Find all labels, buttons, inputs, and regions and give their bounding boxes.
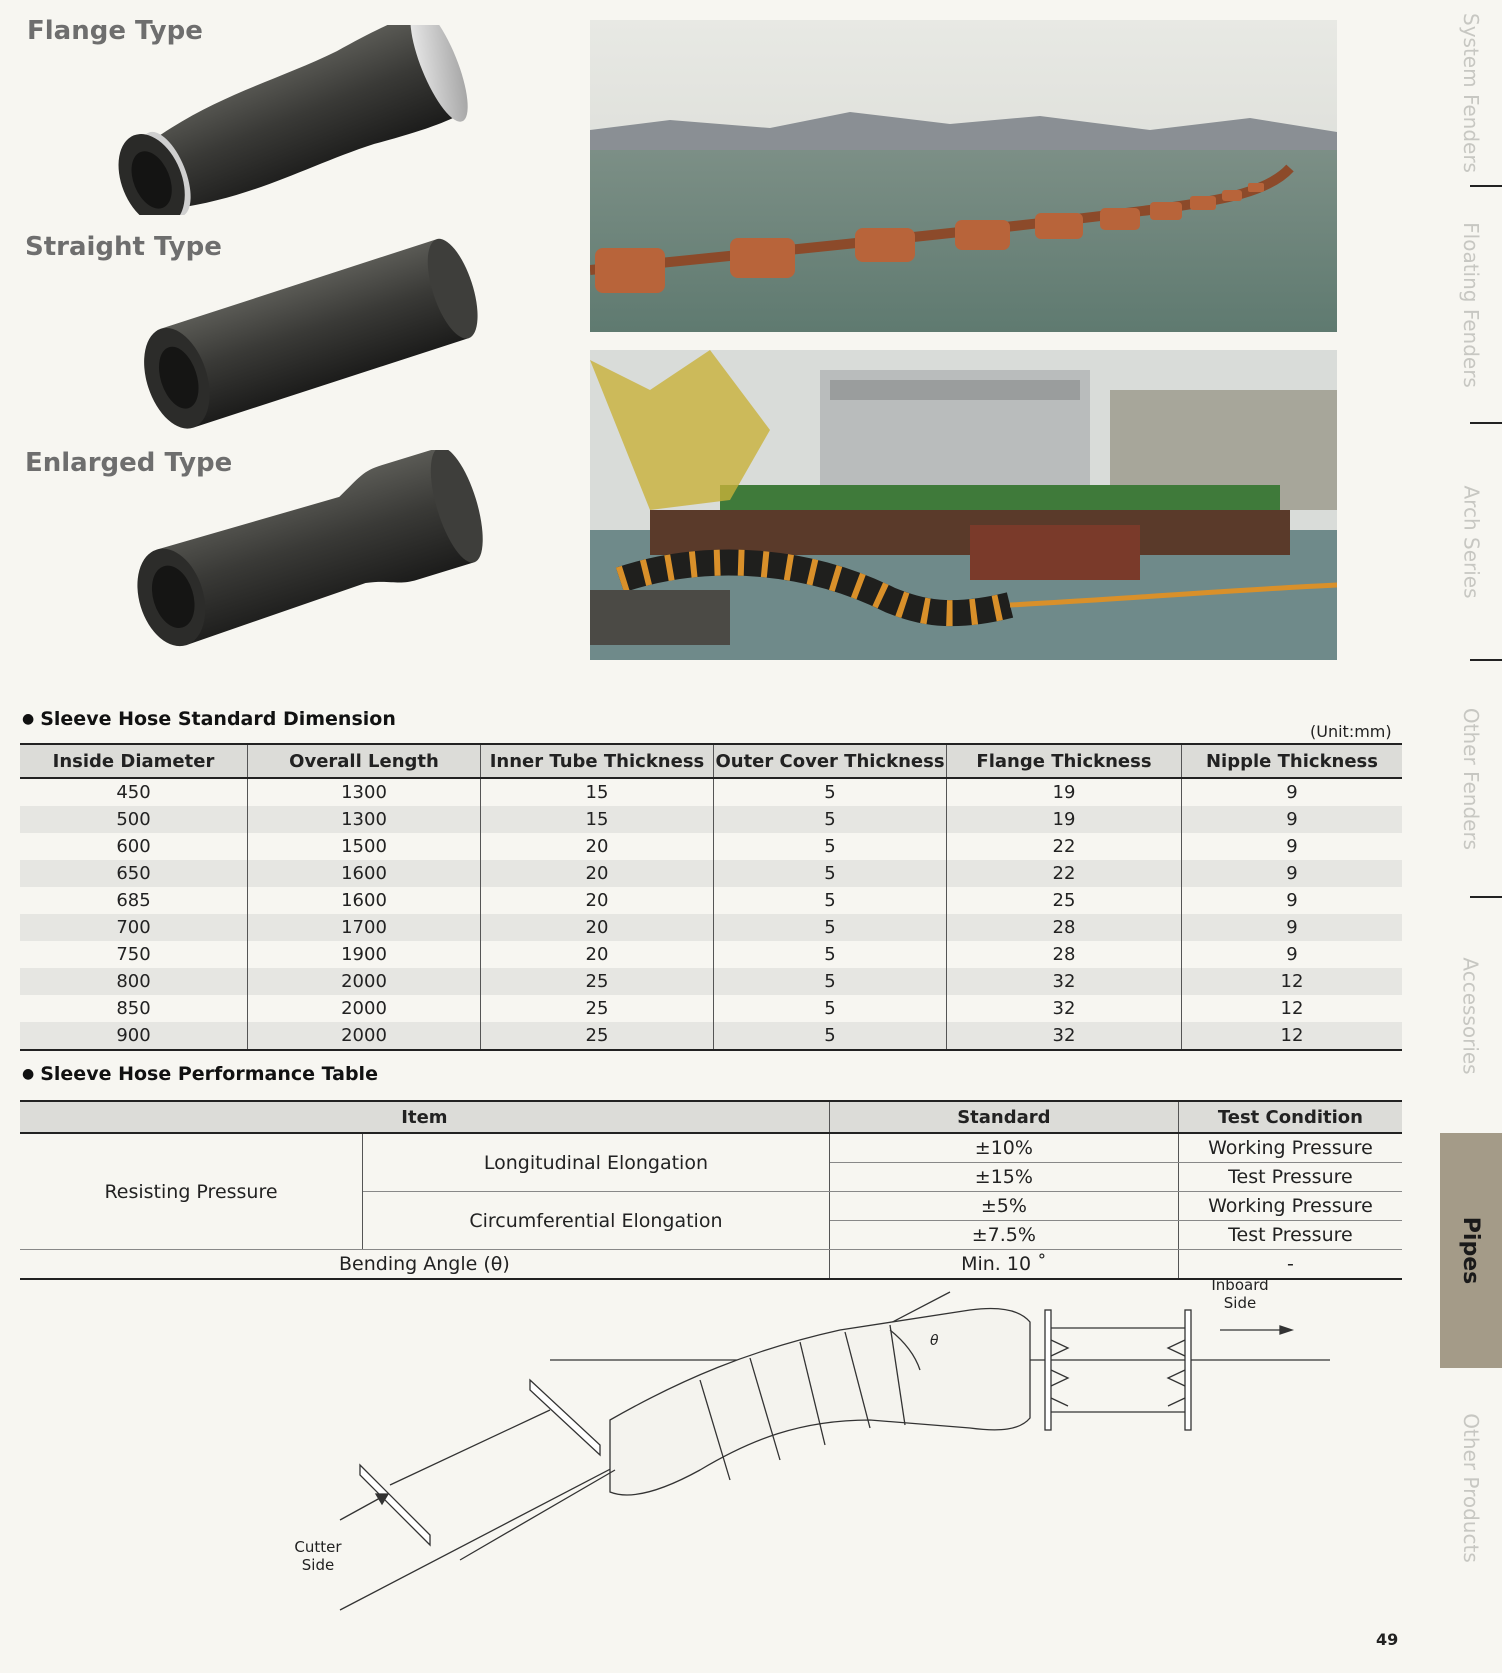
table-row: ±15% Test Pressure [20, 1163, 1402, 1192]
table-row: 450 1300 15 5 19 9 [20, 778, 1402, 806]
page-number: 49 [1376, 1630, 1399, 1649]
inboard-label: Inboard [1211, 1276, 1269, 1294]
tab-floating-fenders[interactable]: Floating Fenders [1459, 221, 1483, 388]
col-inside-diameter: Inside Diameter [20, 744, 248, 778]
floating-pipeline-photo [590, 20, 1337, 332]
cutter-label: Cutter [294, 1538, 342, 1556]
flange-type-hose-image [110, 25, 490, 215]
performance-header-row [20, 1101, 1402, 1133]
straight-type-hose-image [130, 235, 490, 435]
tab-other-products[interactable]: Other Products [1459, 1413, 1484, 1563]
tab-arch-series[interactable]: Arch Series [1459, 485, 1483, 598]
col-inner-tube-thickness: Inner Tube Thickness [481, 744, 714, 778]
enlarged-type-title: Enlarged Type [25, 448, 233, 478]
cutter-side-label: Side [301, 1556, 335, 1574]
flange-type-title: Flange Type [27, 16, 203, 46]
performance-section-title: ● Sleeve Hose Performance Table [22, 1063, 378, 1085]
resisting-pressure-cell: Resisting Pressure [20, 1133, 363, 1250]
col-overall-length: Overall Length [248, 744, 481, 778]
inboard-side-label: Side [1223, 1294, 1257, 1312]
table-row: 800 2000 25 5 32 12 [20, 968, 1402, 995]
theta-label: θ [930, 1333, 939, 1349]
side-navigation [1440, 0, 1502, 1673]
tab-accessories[interactable]: Accessories [1459, 956, 1483, 1075]
col-outer-cover-thickness: Outer Cover Thickness [714, 744, 947, 778]
dimension-header-row [20, 744, 1402, 778]
performance-table [20, 1100, 1402, 1280]
table-row: 700 1700 20 5 28 9 [20, 914, 1402, 941]
table-row: Bending Angle (θ) Min. 10 ˚ - [20, 1250, 1402, 1280]
tab-pipes[interactable]: Pipes [1440, 1133, 1502, 1368]
col-test-condition: Test Condition [1178, 1101, 1402, 1133]
tab-other-fenders[interactable]: Other Fenders [1459, 707, 1483, 850]
table-row: Resisting Pressure Longitudinal Elongation ±10% Working Pressure [20, 1133, 1402, 1163]
table-row: 685 1600 20 5 25 9 [20, 887, 1402, 914]
table-row: 600 1500 20 5 22 9 [20, 833, 1402, 860]
table-row: Circumferential Elongation ±5% Working Pressure [20, 1192, 1402, 1221]
circumferential-elongation-cell: Circumferential Elongation [363, 1192, 830, 1250]
dredger-barge-photo [590, 350, 1337, 660]
table-row: 650 1600 20 5 22 9 [20, 860, 1402, 887]
col-item: Item [20, 1101, 829, 1133]
table-row: 900 2000 25 5 32 12 [20, 1022, 1402, 1050]
bending-angle-cell: Bending Angle (θ) [20, 1250, 829, 1280]
dimension-table [20, 743, 1402, 1051]
longitudinal-elongation-cell: Longitudinal Elongation [363, 1133, 830, 1192]
col-standard: Standard [829, 1101, 1178, 1133]
enlarged-type-hose-image [125, 450, 495, 660]
col-nipple-thickness: Nipple Thickness [1182, 744, 1403, 778]
table-row: 850 2000 25 5 32 12 [20, 995, 1402, 1022]
table-row: 500 1300 15 5 19 9 [20, 806, 1402, 833]
tab-system-fenders[interactable]: System Fenders [1459, 12, 1484, 173]
dimension-section-title: ● Sleeve Hose Standard Dimension [22, 708, 396, 730]
unit-label: (Unit:mm) [1310, 722, 1392, 741]
table-row: ±7.5% Test Pressure [20, 1221, 1402, 1250]
table-row: 750 1900 20 5 28 9 [20, 941, 1402, 968]
bending-angle-diagram [280, 1270, 1340, 1640]
straight-type-title: Straight Type [25, 232, 222, 262]
col-flange-thickness: Flange Thickness [947, 744, 1182, 778]
